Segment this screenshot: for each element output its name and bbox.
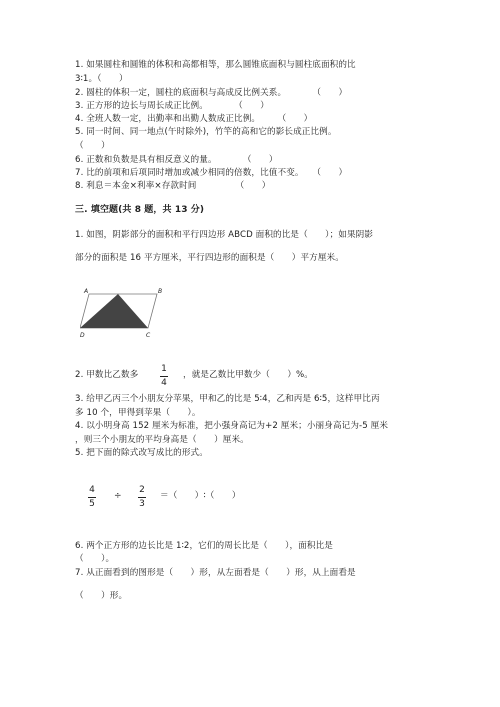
fill-q3-line2: 多 10 个，甲得到苹果（ ）。 <box>75 408 201 418</box>
fill-q4-line2: ，则三个小朋友的平均身高是（ ）厘米。 <box>75 435 249 445</box>
parallelogram-abcd-figure <box>80 284 170 340</box>
fraction-numerator: 2 <box>139 485 145 495</box>
fraction-bar <box>160 376 168 377</box>
fill-q7-line2: （ ）形。 <box>75 591 128 601</box>
fraction-bar <box>138 497 146 498</box>
fraction-denominator: 3 <box>139 499 145 509</box>
fill-q2-prefix: 2. 甲数比乙数多 <box>75 370 139 380</box>
vertex-label-d: D <box>80 332 85 339</box>
fill-q4-line1: 4. 以小明身高 152 厘米为标准，把小强身高记为+2 厘米；小丽身高记为-5 厘米 <box>75 421 389 431</box>
fraction-numerator: 4 <box>89 485 95 495</box>
fill-q5-fraction-2 <box>138 485 146 510</box>
fill-q5-prompt: 5. 把下面的除式改写成比的形式。 <box>75 448 208 458</box>
judge-item-5a: 5. 同一时间、同一地点(午时除外)，竹竿的高和它的影长成正比例。 <box>75 127 337 137</box>
judge-item-1b: 3∶1。（ ） <box>75 74 128 84</box>
judge-item-6: 6. 正数和负数是具有相反意义的量。 （ ） <box>75 155 278 165</box>
fraction-denominator: 4 <box>161 378 167 388</box>
judge-item-3: 3. 正方形的边长与周长成正比例。 （ ） <box>75 101 269 111</box>
fill-q5-ratio-blank: ＝（ ）∶（ ） <box>160 491 241 501</box>
judge-item-2: 2. 圆柱的体积一定，圆柱的底面积与高成反比例关系。 （ ） <box>75 88 348 98</box>
judge-item-5b: （ ） <box>75 141 110 151</box>
judge-item-7: 7. 比的前项和后项同时增加或减少相同的倍数，比值不变。 （ ） <box>75 168 348 178</box>
judge-item-1a: 1. 如果圆柱和圆锥的体积和高都相等，那么圆锥底面积与圆柱底面积的比 <box>75 60 356 70</box>
fill-q2-suffix: ，就是乙数比甲数少（ ）%。 <box>183 370 313 380</box>
fill-q2-fraction <box>160 364 168 389</box>
vertex-label-b: B <box>158 288 163 295</box>
vertex-label-c: C <box>146 332 151 339</box>
fraction-denominator: 5 <box>89 499 95 509</box>
fraction-numerator: 1 <box>161 364 167 374</box>
judge-item-8: 8. 利息＝本金×利率×存款时间 （ ） <box>75 181 271 191</box>
fill-q6-line2: （ ）。 <box>75 554 115 564</box>
fraction-bar <box>88 497 96 498</box>
fill-q5-fraction-1 <box>88 485 96 510</box>
fill-q7-line1: 7. 从正面看到的图形是（ ）形，从左面看是（ ）形，从上面看是 <box>75 568 356 578</box>
judge-item-4: 4. 全班人数一定，出勤率和出勤人数成正比例。 （ ） <box>75 114 313 124</box>
fill-q6-line1: 6. 两个正方形的边长比是 1∶2，它们的周长比是（ ），面积比是 <box>75 541 333 551</box>
fill-q1-line2: 部分的面积是 16 平方厘米，平行四边形的面积是（ ）平方厘米。 <box>75 253 344 263</box>
fill-q3-line1: 3. 给甲乙丙三个小朋友分苹果，甲和乙的比是 5∶4，乙和丙是 6∶5，这样甲比丙 <box>75 394 380 404</box>
section-heading: 三. 填空题(共 8 题，共 13 分) <box>75 205 205 215</box>
division-sign: ÷ <box>114 491 122 501</box>
vertex-label-a: A <box>84 288 89 295</box>
fill-q1-line1: 1. 如图，阴影部分的面积和平行四边形 ABCD 面积的比是（ ）；如果阴影 <box>75 230 374 240</box>
shaded-triangle <box>80 294 148 328</box>
